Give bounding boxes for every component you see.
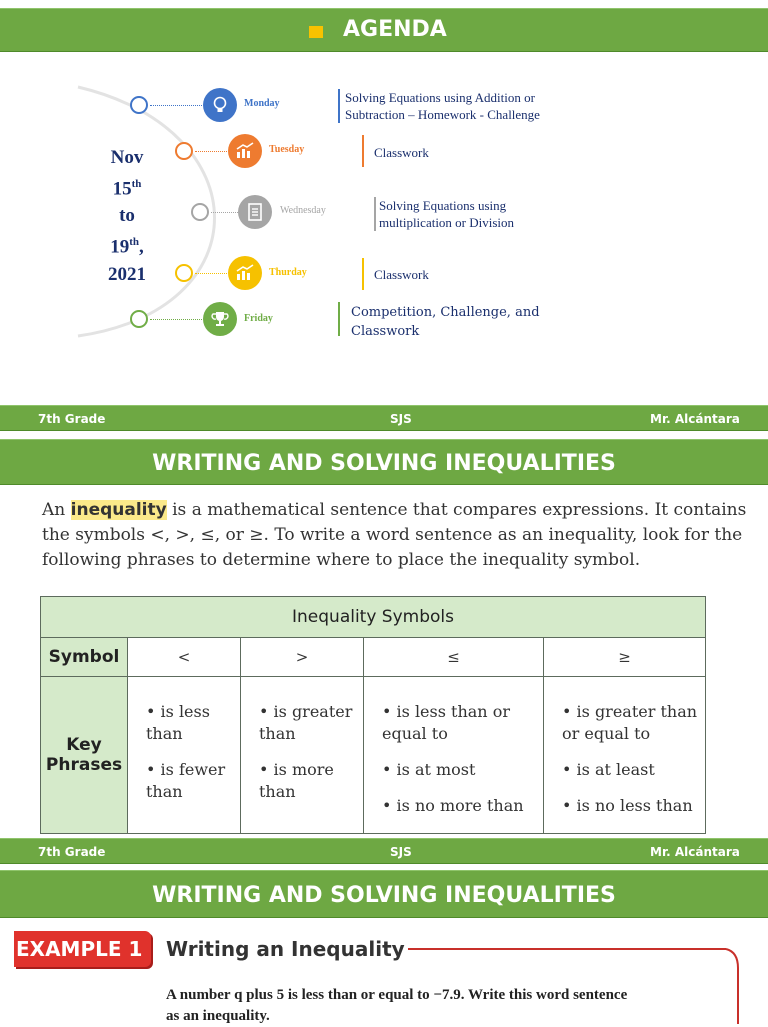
timeline-node-friday <box>130 310 148 328</box>
example-frame-corner <box>700 946 746 1024</box>
day-tuesday: Tuesday <box>269 144 305 155</box>
example-title: Writing an Inequality <box>166 937 405 961</box>
agenda-title-bar <box>0 8 768 52</box>
slide-footer <box>0 838 768 864</box>
trophy-icon <box>203 302 237 336</box>
lightbulb-icon <box>203 88 237 122</box>
task-wednesday: Solving Equations using multiplication or Division <box>379 198 515 230</box>
phrases-cell: • is greater than • is more than <box>241 677 364 834</box>
date-to: to <box>119 205 135 227</box>
divider-monday <box>338 89 340 123</box>
table-caption: Inequality Symbols <box>41 597 706 638</box>
task-monday: Solving Equations using Addition or Subtraction – Homework - Challenge <box>345 90 540 122</box>
symbol-cell: < <box>128 638 241 677</box>
title-bullet-icon <box>309 26 323 38</box>
connector-wednesday <box>211 212 238 213</box>
phrases-cell: • is less than • is fewer than <box>128 677 241 834</box>
footer-teacher: Mr. Alcántara <box>650 845 740 859</box>
symbol-cell: ≥ <box>544 638 706 677</box>
symbol-row-header: Symbol <box>41 638 128 677</box>
date-year: 2021 <box>108 263 146 285</box>
footer-school: SJS <box>390 845 412 859</box>
day-friday: Friday <box>244 313 273 324</box>
key-phrases-row-header: Key Phrases <box>41 677 128 834</box>
divider-thursday <box>362 258 364 290</box>
slide-title: WRITING AND SOLVING INEQUALITIES <box>152 451 616 476</box>
divider-wednesday <box>374 197 376 231</box>
chart-icon <box>228 256 262 290</box>
inequalities-title-bar <box>0 439 768 485</box>
intro-paragraph: An inequality is a mathematical sentence that compares expressions. It contains the symbols <, >, ≤, or ≥. To write a word sentence as an inequality, look for the following phrases to determine where to place the inequality symbol. <box>42 500 747 570</box>
inequalities-title-bar <box>0 870 768 918</box>
timeline-node-monday <box>130 96 148 114</box>
divider-tuesday <box>362 135 364 167</box>
phrases-cell: • is greater than or equal to • is at least • is no less than <box>544 677 706 834</box>
date-range: Nov 15th to 19th, 2021 <box>98 144 156 288</box>
footer-teacher: Mr. Alcántara <box>650 412 740 426</box>
day-monday: Monday <box>244 98 280 109</box>
symbol-cell: > <box>241 638 364 677</box>
term-inequality: inequality <box>70 500 167 520</box>
footer-grade: 7th Grade <box>38 412 106 426</box>
footer-grade: 7th Grade <box>38 845 106 859</box>
task-thursday: Classwork <box>374 267 429 282</box>
agenda-title: AGENDA <box>343 17 447 42</box>
inequality-symbols-table <box>40 596 706 834</box>
chart-icon <box>228 134 262 168</box>
date-month: Nov <box>110 147 144 168</box>
timeline-node-wednesday <box>191 203 209 221</box>
divider-friday <box>338 302 340 336</box>
date-day1: 15 <box>112 178 132 200</box>
phrases-cell: • is less than or equal to • is at most • is no more than <box>364 677 544 834</box>
slide-footer <box>0 405 768 431</box>
connector-monday <box>150 105 202 106</box>
slide-title: WRITING AND SOLVING INEQUALITIES <box>152 883 616 908</box>
symbol-cell: ≤ <box>364 638 544 677</box>
example-label: EXAMPLE 1 <box>16 937 143 961</box>
connector-thursday <box>195 273 227 274</box>
connector-friday <box>150 319 202 320</box>
document-icon <box>238 195 272 229</box>
timeline-node-tuesday <box>175 142 193 160</box>
timeline-node-thursday <box>175 264 193 282</box>
task-tuesday: Classwork <box>374 145 429 160</box>
footer-school: SJS <box>390 412 412 426</box>
example-rule <box>408 948 726 950</box>
task-friday: Competition, Challenge, and Classwork <box>351 305 540 339</box>
day-wednesday: Wednesday <box>280 205 326 216</box>
date-day2: 19 <box>110 236 130 258</box>
example-badge <box>14 931 151 967</box>
example-problem: A number q plus 5 is less than or equal to −7.9. Write this word sentence as an inequality. <box>166 987 628 1024</box>
connector-tuesday <box>195 151 227 152</box>
day-thursday: Thurday <box>269 267 307 278</box>
